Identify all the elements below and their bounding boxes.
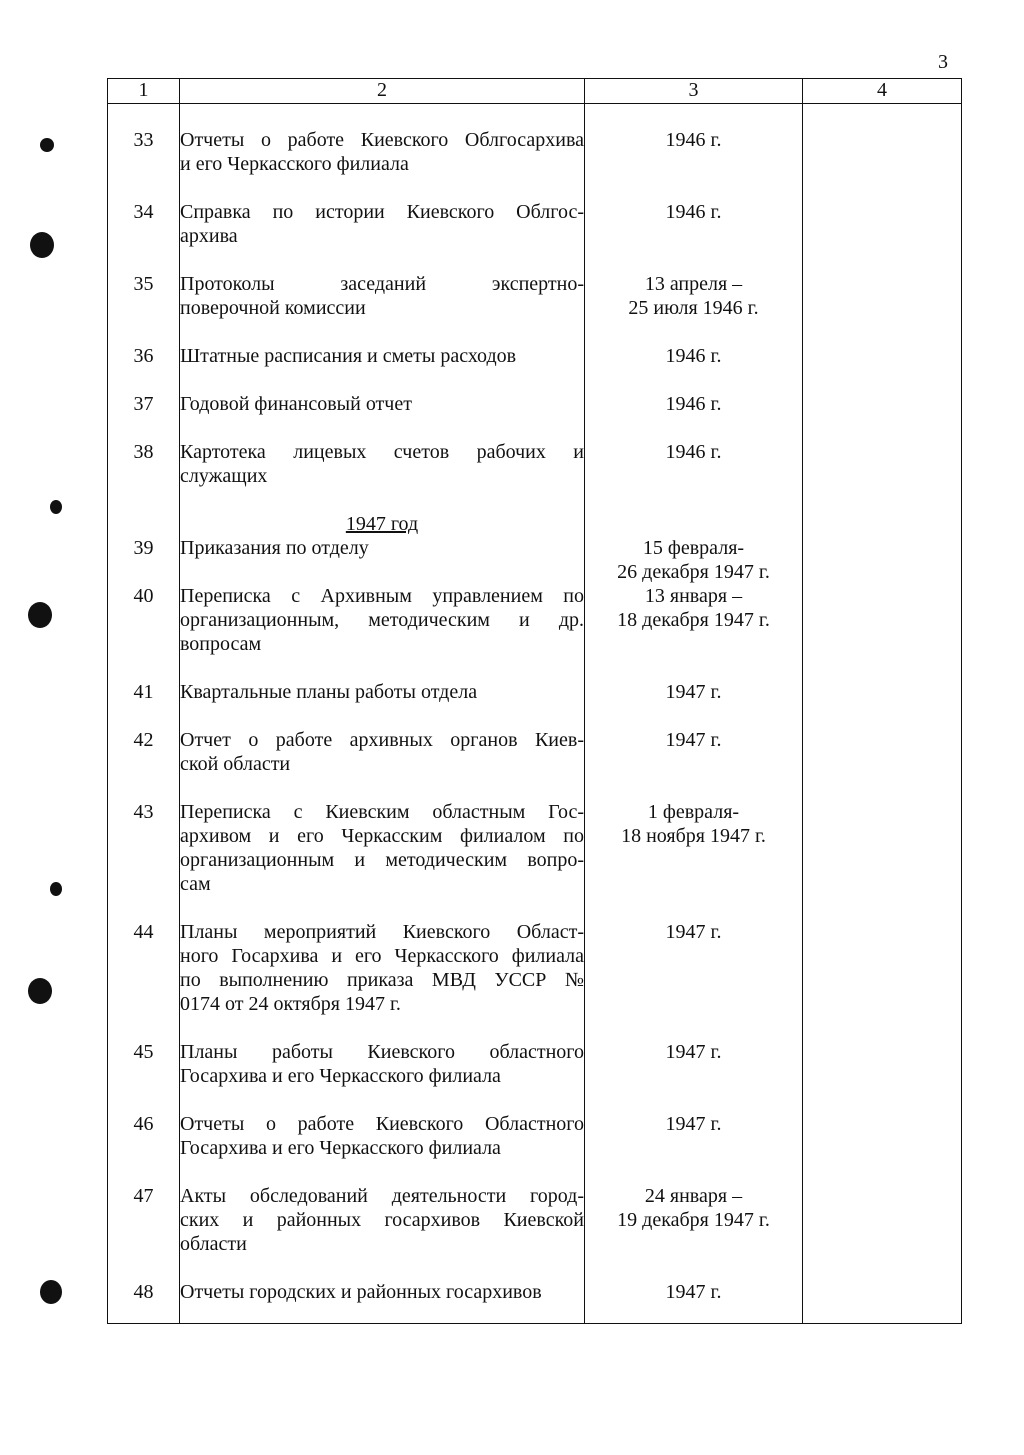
item-title-line: ного Госархива и его Черкасского филиала bbox=[180, 945, 584, 967]
empty-cell bbox=[108, 488, 180, 536]
item-date-line: 1946 г. bbox=[665, 441, 722, 463]
table-row bbox=[108, 776, 962, 896]
item-notes bbox=[803, 584, 962, 656]
item-number: 39 bbox=[108, 536, 180, 584]
item-number: 44 bbox=[108, 896, 180, 1016]
item-title bbox=[180, 176, 585, 248]
item-title-line: организационным и методическим вопро- bbox=[180, 849, 584, 871]
margin-mark bbox=[40, 138, 54, 152]
hole-punch bbox=[28, 602, 52, 628]
item-date-line: 1947 г. bbox=[665, 681, 722, 703]
item-title-line: Переписка с Архивным управлением по bbox=[180, 585, 584, 607]
item-title-line: Акты обследований деятельности город- bbox=[180, 1185, 584, 1207]
item-notes bbox=[803, 1016, 962, 1088]
item-date-line: 15 февраля- bbox=[642, 537, 745, 559]
item-title bbox=[180, 656, 585, 704]
item-notes bbox=[803, 368, 962, 416]
item-date-line: 26 декабря 1947 г. bbox=[617, 561, 770, 583]
item-title bbox=[180, 416, 585, 488]
item-title-line: Переписка с Киевским областным Гос- bbox=[180, 801, 584, 823]
item-title-line: сам bbox=[180, 873, 211, 895]
item-title bbox=[180, 896, 585, 1016]
item-date-line: 1947 г. bbox=[665, 1041, 722, 1063]
item-date-line: 13 апреля – bbox=[644, 273, 743, 295]
table-row bbox=[108, 104, 962, 177]
item-title-line: Планы работы Киевского областного bbox=[180, 1041, 584, 1063]
item-date-line: 18 ноября 1947 г. bbox=[621, 825, 766, 847]
item-title-line: Справка по истории Киевского Облгос- bbox=[180, 201, 584, 223]
item-notes bbox=[803, 1088, 962, 1160]
hole-punch bbox=[28, 978, 52, 1004]
item-title bbox=[180, 536, 585, 584]
margin-mark bbox=[50, 882, 62, 896]
item-title bbox=[180, 1088, 585, 1160]
item-date-line: 25 июля 1946 г. bbox=[628, 297, 759, 319]
item-date-line: 1947 г. bbox=[665, 921, 722, 943]
item-notes bbox=[803, 536, 962, 584]
item-dates bbox=[585, 416, 803, 488]
item-date-line: 1946 г. bbox=[665, 345, 722, 367]
item-dates bbox=[585, 704, 803, 776]
table-row bbox=[108, 176, 962, 248]
item-title bbox=[180, 368, 585, 416]
item-title-line: области bbox=[180, 1233, 247, 1255]
item-title-line: Отчеты о работе Киевского Областного bbox=[180, 1113, 584, 1135]
table-row bbox=[108, 584, 962, 656]
year-heading-cell bbox=[180, 488, 585, 536]
filler-row bbox=[108, 1304, 962, 1324]
item-number: 41 bbox=[108, 656, 180, 704]
item-title-line: Госархива и его Черкасского филиала bbox=[180, 1065, 501, 1087]
empty-cell bbox=[585, 488, 803, 536]
table-row bbox=[108, 536, 962, 584]
table-row bbox=[108, 320, 962, 368]
empty-cell bbox=[180, 1304, 585, 1324]
item-dates bbox=[585, 1016, 803, 1088]
item-title-line: Протоколы заседаний экспертно- bbox=[180, 273, 584, 295]
item-notes bbox=[803, 776, 962, 896]
item-date-line: 1947 г. bbox=[665, 729, 722, 751]
table-row bbox=[108, 1256, 962, 1304]
item-notes bbox=[803, 248, 962, 320]
item-dates bbox=[585, 896, 803, 1016]
item-date-line: 1 февраля- bbox=[647, 801, 740, 823]
item-notes bbox=[803, 416, 962, 488]
item-title-line: Картотека лицевых счетов рабочих и bbox=[180, 441, 584, 463]
item-dates bbox=[585, 536, 803, 584]
item-title-line: Штатные расписания и сметы расходов bbox=[180, 345, 517, 367]
item-number: 40 bbox=[108, 584, 180, 656]
table-row bbox=[108, 656, 962, 704]
item-date-line: 18 декабря 1947 г. bbox=[617, 609, 770, 631]
item-dates bbox=[585, 104, 803, 177]
item-title-line: 0174 от 24 октября 1947 г. bbox=[180, 993, 401, 1015]
item-notes bbox=[803, 1160, 962, 1256]
item-title bbox=[180, 248, 585, 320]
item-number: 47 bbox=[108, 1160, 180, 1256]
inventory-table bbox=[107, 78, 962, 1324]
item-date-line: 24 января – bbox=[644, 1185, 743, 1207]
item-notes bbox=[803, 1256, 962, 1304]
item-title bbox=[180, 1256, 585, 1304]
item-dates bbox=[585, 368, 803, 416]
item-number: 38 bbox=[108, 416, 180, 488]
item-notes bbox=[803, 320, 962, 368]
item-dates bbox=[585, 584, 803, 656]
item-dates bbox=[585, 1088, 803, 1160]
item-date-line: 19 декабря 1947 г. bbox=[617, 1209, 770, 1231]
item-number: 46 bbox=[108, 1088, 180, 1160]
item-title bbox=[180, 104, 585, 177]
item-title-line: организационным, методическим и др. bbox=[180, 609, 584, 631]
item-title-line: архивом и его Черкасским филиалом по bbox=[180, 825, 584, 847]
item-dates bbox=[585, 776, 803, 896]
item-dates bbox=[585, 320, 803, 368]
item-dates bbox=[585, 176, 803, 248]
column-header: 3 bbox=[585, 79, 803, 104]
empty-cell bbox=[803, 488, 962, 536]
empty-cell bbox=[803, 1304, 962, 1324]
item-title-line: Отчеты городских и районных госархивов bbox=[180, 1281, 542, 1303]
hole-punch bbox=[30, 232, 54, 258]
item-title bbox=[180, 584, 585, 656]
table-row bbox=[108, 368, 962, 416]
item-number: 42 bbox=[108, 704, 180, 776]
item-title bbox=[180, 1160, 585, 1256]
item-number: 45 bbox=[108, 1016, 180, 1088]
item-title bbox=[180, 320, 585, 368]
empty-cell bbox=[585, 1304, 803, 1324]
year-heading-row bbox=[108, 488, 962, 536]
table-row bbox=[108, 1088, 962, 1160]
item-title-line: архива bbox=[180, 225, 238, 247]
item-title-line: Приказания по отделу bbox=[180, 537, 369, 559]
table-row bbox=[108, 896, 962, 1016]
table-row bbox=[108, 1160, 962, 1256]
item-date-line: 13 января – bbox=[644, 585, 743, 607]
margin-mark bbox=[40, 1280, 62, 1304]
page-number: 3 bbox=[938, 51, 948, 73]
item-dates bbox=[585, 1256, 803, 1304]
item-date-line: 1946 г. bbox=[665, 393, 722, 415]
item-title-line: поверочной комиссии bbox=[180, 297, 366, 319]
item-title-line: ской области bbox=[180, 753, 291, 775]
item-number: 34 bbox=[108, 176, 180, 248]
column-header: 4 bbox=[803, 79, 962, 104]
item-number: 36 bbox=[108, 320, 180, 368]
item-dates bbox=[585, 656, 803, 704]
item-title-line: Годовой финансовый отчет bbox=[180, 393, 412, 415]
table-row bbox=[108, 248, 962, 320]
empty-cell bbox=[108, 1304, 180, 1324]
item-title bbox=[180, 1016, 585, 1088]
item-title-line: Госархива и его Черкасского филиала bbox=[180, 1137, 501, 1159]
item-number: 35 bbox=[108, 248, 180, 320]
item-title-line: и его Черкасского филиала bbox=[180, 153, 409, 175]
item-title-line: Планы мероприятий Киевского Област- bbox=[180, 921, 584, 943]
table-row bbox=[108, 704, 962, 776]
item-title-line: ских и районных госархивов Киевской bbox=[180, 1209, 584, 1231]
item-notes bbox=[803, 104, 962, 177]
item-notes bbox=[803, 704, 962, 776]
item-dates bbox=[585, 1160, 803, 1256]
column-header: 1 bbox=[108, 79, 180, 104]
item-notes bbox=[803, 896, 962, 1016]
item-dates bbox=[585, 248, 803, 320]
item-date-line: 1947 г. bbox=[665, 1113, 722, 1135]
table-row bbox=[108, 416, 962, 488]
item-date-line: 1946 г. bbox=[665, 201, 722, 223]
item-number: 33 bbox=[108, 104, 180, 177]
item-number: 43 bbox=[108, 776, 180, 896]
margin-mark bbox=[50, 500, 62, 514]
item-title-line: Квартальные планы работы отдела bbox=[180, 681, 478, 703]
table-header-row bbox=[108, 79, 962, 104]
year-heading: 1947 год bbox=[345, 513, 419, 535]
item-notes bbox=[803, 656, 962, 704]
item-number: 37 bbox=[108, 368, 180, 416]
item-title-line: Отчет о работе архивных органов Киев- bbox=[180, 729, 584, 751]
item-title bbox=[180, 776, 585, 896]
item-date-line: 1946 г. bbox=[665, 129, 722, 151]
item-date-line: 1947 г. bbox=[665, 1281, 722, 1303]
item-title-line: вопросам bbox=[180, 633, 262, 655]
table-row bbox=[108, 1016, 962, 1088]
item-title-line: по выполнению приказа МВД УССР № bbox=[180, 969, 584, 991]
item-number: 48 bbox=[108, 1256, 180, 1304]
item-title-line: служащих bbox=[180, 465, 268, 487]
item-title-line: Отчеты о работе Киевского Облгосархива bbox=[180, 129, 584, 151]
column-header: 2 bbox=[180, 79, 585, 104]
item-title bbox=[180, 704, 585, 776]
table-body bbox=[108, 104, 962, 1324]
item-notes bbox=[803, 176, 962, 248]
